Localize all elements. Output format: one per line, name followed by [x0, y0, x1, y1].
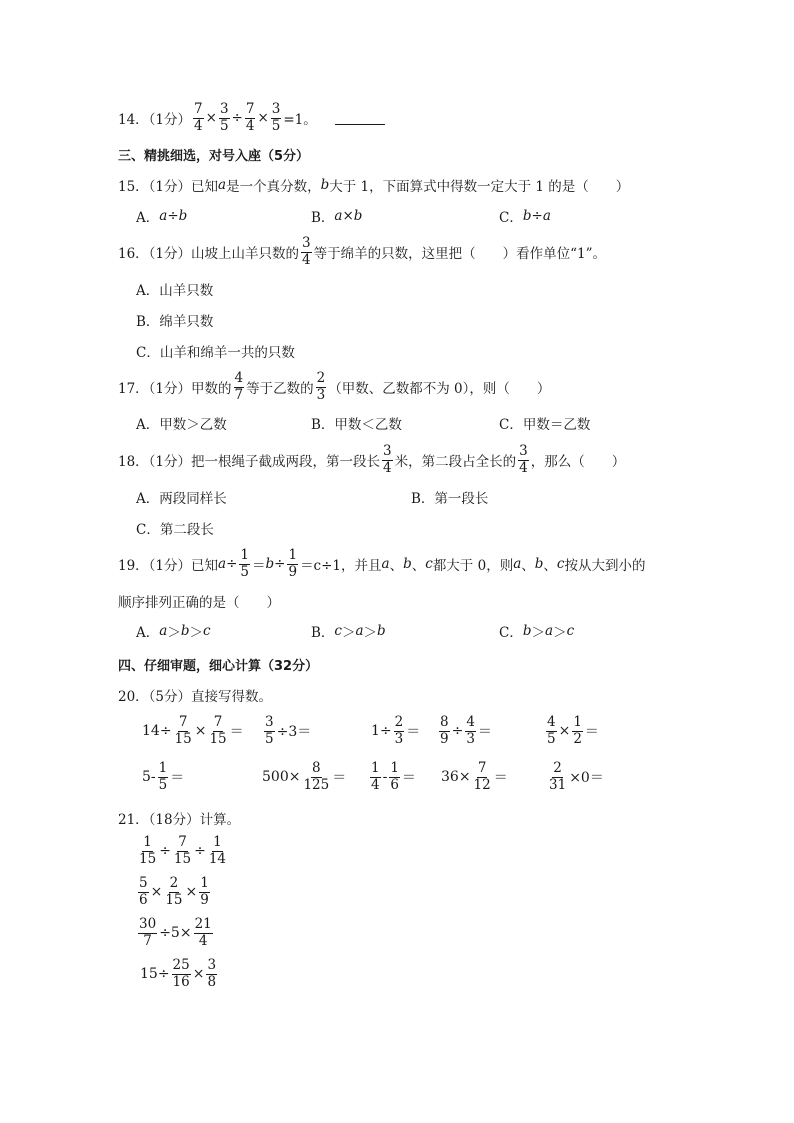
question-15: 15．（1分）已知 a 是一个真分数， b 大于 1，下面算式中得数一定大于 1 的是（ ）	[118, 177, 630, 195]
q16-option-c[interactable]: C．山羊和绵羊一共的只数	[136, 345, 295, 361]
q20-expr-9: 36× $\frac{7}{12}$ ＝	[441, 760, 508, 793]
question-17: 17．（1分）甲数的 $\frac{4}{7}$ 等于乙数的 $\frac{2}{3}$ （甲数、乙数都不为 0），则（ ）	[118, 370, 551, 403]
q19-option-a[interactable]: A． a ＞ b ＞ c	[136, 623, 211, 641]
question-19: 19．（1分）已知 a ÷ $\frac{1}{5}$ ＝ b ÷ $\frac{1}{9}$ ＝c÷1，并且 a 、 b 、 c 都大于 0，则 a 、 b 、 c 按从大到小的	[118, 547, 646, 580]
section-4-heading: 四、仔细审题，细心计算（32分）	[118, 658, 319, 674]
q19-option-c[interactable]: C． b ＞ a ＞ c	[499, 623, 575, 641]
q18-option-a[interactable]: A．两段同样长	[136, 491, 227, 507]
q17-option-a[interactable]: A．甲数＞乙数	[136, 417, 227, 433]
q20-expr-1: 14÷ $\frac{7}{15}$ × $\frac{7}{15}$ ＝	[142, 714, 244, 747]
q20-expr-3: 1÷ $\frac{2}{3}$ ＝	[371, 714, 421, 747]
q20-expr-5: $\frac{4}{5}$ × $\frac{1}{2}$ ＝	[547, 714, 599, 747]
q20-expr-4: $\frac{8}{9}$ ÷ $\frac{4}{3}$ ＝	[440, 714, 492, 747]
q21-expr-4: 15÷ $\frac{25}{16}$ × $\frac{3}{8}$	[140, 957, 217, 990]
q15-option-b[interactable]: B． a × b	[311, 208, 363, 226]
question-18: 18．（1分）把一根绳子截成两段，第一段长 $\frac{3}{4}$ 米，第二段占全长的 $\frac{3}{4}$ ，那么（ ）	[118, 443, 626, 476]
q15-option-c[interactable]: C． b ÷ a	[499, 208, 551, 226]
q17-option-b[interactable]: B．甲数＜乙数	[311, 417, 402, 433]
question-20: 20．（5分）直接写得数。	[118, 689, 273, 705]
question-21: 21．（18分）计算。	[118, 812, 241, 828]
q18-option-b[interactable]: B．第一段长	[411, 491, 489, 507]
q16-option-b[interactable]: B．绵羊只数	[136, 314, 214, 330]
question-14: 14．（1分） $\frac{7}{4}$ × $\frac{3}{5}$ ÷ $\frac{7}{4}$ × $\frac{3}{5}$ =1。	[118, 106, 385, 130]
answer-blank[interactable]	[335, 112, 385, 125]
question-19-line2: 顺序排列正确的是（ ）	[118, 595, 280, 611]
q19-option-b[interactable]: B． c ＞ a ＞ b	[311, 623, 386, 641]
q17-option-c[interactable]: C．甲数＝乙数	[499, 417, 591, 433]
q16-option-a[interactable]: A．山羊只数	[136, 283, 214, 299]
q20-expr-2: $\frac{3}{5}$ ÷3＝	[265, 714, 312, 747]
q20-expr-10: $\frac{2}{31}$ ×0＝	[549, 760, 604, 793]
q21-expr-3: $\frac{30}{7}$ ÷5× $\frac{21}{4}$	[139, 916, 212, 949]
q14-label: 14．（1分）	[118, 112, 192, 128]
q20-expr-7: 500× $\frac{8}{125}$ ＝	[262, 760, 347, 793]
q20-expr-6: 5- $\frac{1}{5}$ ＝	[142, 760, 185, 793]
q21-expr-1: $\frac{1}{15}$ ÷ $\frac{7}{15}$ ÷ $\frac{1}{14}$	[139, 834, 227, 867]
q20-expr-8: $\frac{1}{4}$ - $\frac{1}{6}$ ＝	[371, 760, 416, 793]
q18-option-c[interactable]: C．第二段长	[136, 522, 214, 538]
q21-expr-2: $\frac{5}{6}$ × $\frac{2}{15}$ × $\frac{1}{9}$	[139, 875, 209, 908]
q15-option-a[interactable]: A． a ÷ b	[136, 208, 188, 226]
question-16: 16．（1分）山坡上山羊只数的 $\frac{3}{4}$ 等于绵羊的只数，这里把（ ）看作单位“1”。	[118, 235, 607, 268]
section-3-heading: 三、精挑细选，对号入座（5分）	[118, 148, 310, 164]
q14-tail: =1。	[283, 112, 317, 128]
